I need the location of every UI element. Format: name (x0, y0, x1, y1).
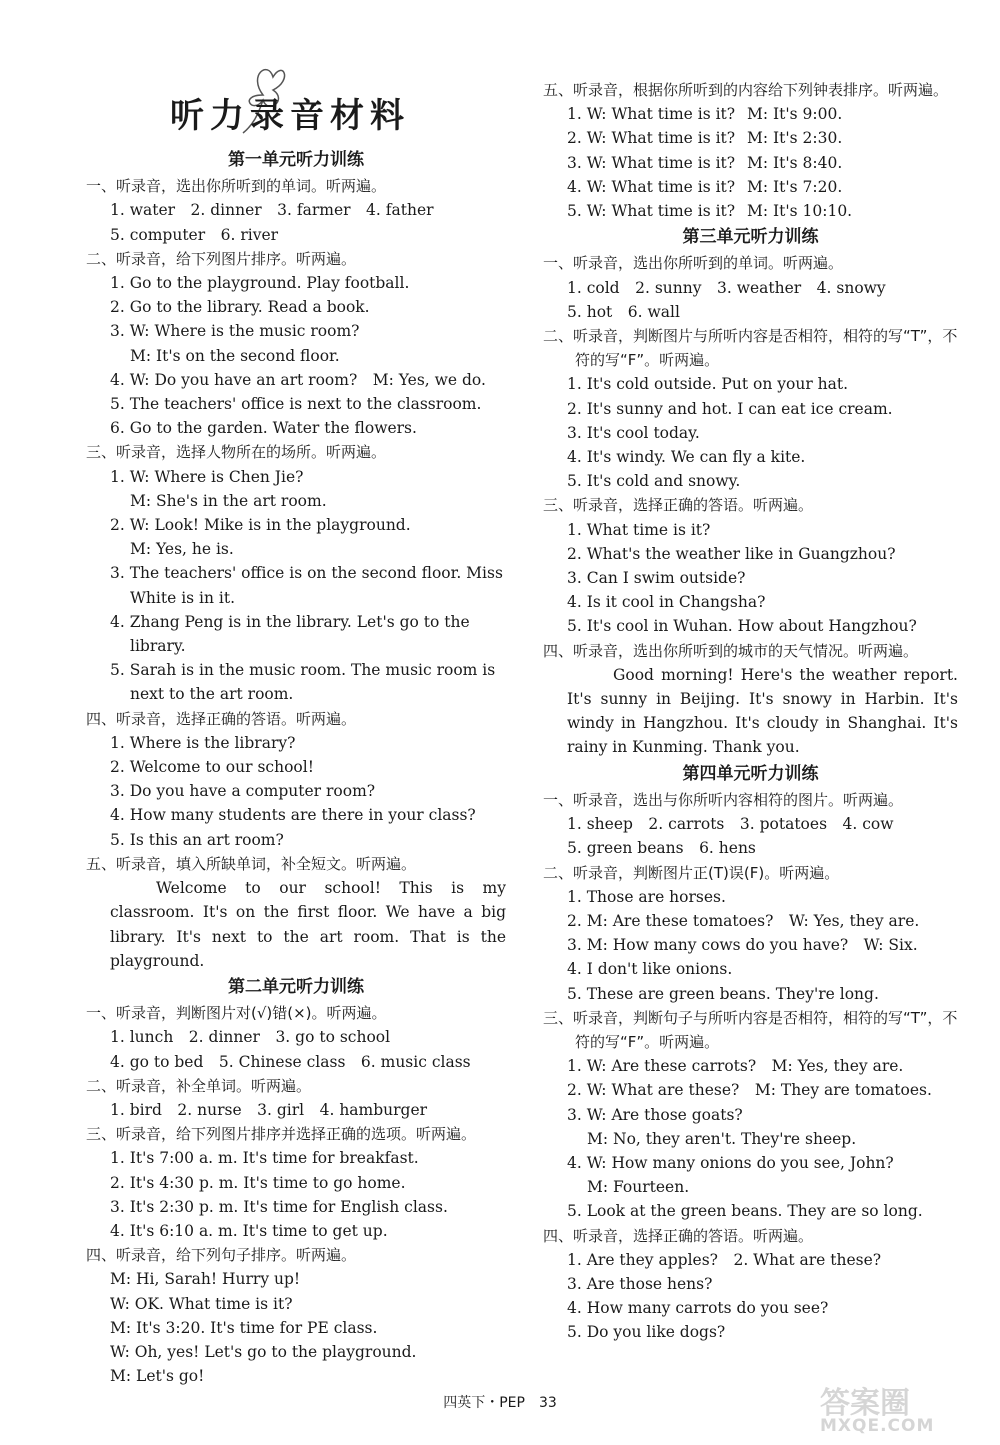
clock-question: 4. W: What time is it? (567, 177, 736, 196)
text-line: 5. green beans 6. hens (567, 839, 756, 858)
text-line: W: Oh, yes! Let's go to the playground. (110, 1342, 417, 1361)
text-line: 3. It's cool today. (567, 423, 700, 442)
text-line: 5. Look at the green beans. They are so long. (567, 1202, 923, 1221)
text-line: 3. W: Are those goats? (567, 1105, 743, 1124)
text-line: M: Yes, he is. (130, 540, 234, 559)
text-line: 5. These are green beans. They're long. (567, 984, 879, 1003)
text-line: 3. It's 2:30 p. m. It's time for English class. (110, 1197, 448, 1216)
page-footer: 四英下・PEP 33 (443, 1395, 557, 1411)
watermark-logo (820, 1378, 988, 1440)
text-line: 1. Are they apples? 2. What are these? (567, 1250, 882, 1269)
text-line: M: Let's go! (110, 1367, 205, 1386)
text-line: 4. W: Do you have an art room? M: Yes, we do. (110, 370, 486, 389)
right-column (543, 78, 958, 1345)
text-line: 4. It's windy. We can fly a kite. (567, 448, 806, 467)
clock-question: 2. W: What time is it? (567, 129, 736, 148)
text-line: 1. Go to the playground. Play football. (110, 274, 410, 293)
text-line: 5. Sarah is in the music room. The music room is next to the art room. (110, 661, 496, 704)
text-line: 3. Can I swim outside? (567, 569, 746, 588)
question-heading: 三、听录音，判断句子与所听内容是否相符，相符的写“T”，不符的写“F”。听两遍。 (543, 1008, 958, 1051)
text-line: 5. Do you like dogs? (567, 1323, 726, 1342)
question-heading: 一、听录音，判断图片对(√)错(×)。听两遍。 (86, 1004, 387, 1023)
left-column (86, 70, 506, 1388)
question-heading: 三、听录音，选择正确的答语。听两遍。 (543, 496, 814, 515)
question-heading: 二、听录音，判断图片与所听内容是否相符，相符的写“T”，不符的写“F”。听两遍。 (543, 327, 958, 370)
text-line: 4. How many carrots do you see? (567, 1299, 829, 1318)
question-heading: 五、听录音，根据你所听到的内容给下列钟表排序。听两遍。 (543, 81, 949, 99)
text-line: 1. It's cold outside. Put on your hat. (567, 375, 849, 394)
unit-4-title: 第四单元听力训练 (682, 763, 819, 784)
text-line: 4. Zhang Peng is in the library. Let's go to the library. (110, 612, 470, 656)
page-title: 听力录音材料 (170, 96, 410, 136)
text-line: 1. Where is the library? (110, 733, 296, 752)
text-line: 5. It's cool in Wuhan. How about Hangzhou? (567, 617, 917, 636)
text-line: 1. Those are horses. (567, 887, 726, 906)
text-line: 3. Are those hens? (567, 1274, 713, 1293)
clock-answer: M: It's 2:30. (747, 129, 843, 148)
clock-row (543, 126, 958, 150)
text-line: 1. W: Are these carrots? M: Yes, they are. (567, 1057, 904, 1076)
text-line: 5. Is this an art room? (110, 830, 284, 849)
clock-row (543, 199, 958, 223)
text-line: M: Fourteen. (587, 1178, 690, 1197)
question-heading: 三、听录音，给下列图片排序并选择正确的选项。听两遍。 (86, 1125, 477, 1144)
unit-1-title: 第一单元听力训练 (228, 150, 364, 170)
clock-question: 5. W: What time is it? (567, 202, 736, 221)
question-heading: 四、听录音，给下列句子排序。听两遍。 (86, 1246, 357, 1265)
question-heading: 二、听录音，给下列图片排序。听两遍。 (86, 249, 357, 268)
clock-answer: M: It's 8:40. (747, 153, 843, 172)
text-line: 3. The teachers' office is on the second floor. Miss White is in it. (110, 564, 503, 607)
text-line: 2. W: What are these? M: They are tomatoes. (567, 1081, 932, 1100)
question-heading: 五、听录音，填入所缺单词，补全短文。听两遍。 (86, 854, 417, 873)
text-line: 3. W: Where is the music room? (110, 322, 360, 341)
text-line: M: No, they aren't. They're sheep. (587, 1129, 857, 1148)
question-heading: 一、听录音，选出你所听到的单词。听两遍。 (86, 177, 387, 196)
question-heading: 三、听录音，选择人物所在的场所。听两遍。 (86, 443, 387, 462)
text-line: 4. go to bed 5. Chinese class 6. music class (110, 1052, 471, 1071)
watermark-main: 答案圈 (820, 1386, 910, 1421)
text-line: M: It's on the second floor. (130, 346, 340, 365)
unit-3-title: 第三单元听力训练 (682, 227, 819, 248)
text-line: 1. water 2. dinner 3. farmer 4. father (110, 201, 434, 220)
passage-text: Welcome to our school! This is my classroom. It's on the first floor. We have a big library. It's next to the art room. That is the playground. (110, 879, 506, 970)
clock-row (543, 175, 958, 199)
text-line: 4. How many students are there in your class? (110, 806, 476, 825)
question-heading: 四、听录音，选择正确的答语。听两遍。 (86, 709, 357, 728)
text-line: W: OK. What time is it? (110, 1294, 293, 1313)
text-line: M: She's in the art room. (130, 491, 327, 510)
text-line: 4. It's 6:10 a. m. It's time to get up. (110, 1221, 388, 1240)
text-line: 1. W: Where is Chen Jie? (110, 467, 304, 486)
text-line: 2. W: Look! Mike is in the playground. (110, 516, 411, 535)
text-line: 1. What time is it? (567, 520, 711, 539)
text-line: 5. The teachers' office is next to the classroom. (110, 395, 482, 414)
unit-2-title: 第二单元听力训练 (228, 976, 364, 997)
text-line: 4. W: How many onions do you see, John? (567, 1153, 894, 1172)
text-line: 3. Do you have a computer room? (110, 782, 376, 801)
text-line: 1. It's 7:00 a. m. It's time for breakfast. (110, 1149, 419, 1168)
text-line: 2. It's 4:30 p. m. It's time to go home. (110, 1173, 406, 1192)
text-line: 5. It's cold and snowy. (567, 472, 741, 491)
text-line: 1. bird 2. nurse 3. girl 4. hamburger (110, 1100, 428, 1119)
clock-question: 1. W: What time is it? (567, 105, 736, 124)
clock-answer: M: It's 10:10. (747, 202, 853, 221)
clock-row (543, 102, 958, 126)
text-line: 5. computer 6. river (110, 225, 279, 244)
question-heading: 二、听录音，判断图片正(T)误(F)。听两遍。 (543, 863, 840, 882)
text-line: 2. Go to the library. Read a book. (110, 298, 370, 317)
question-heading: 一、听录音，选出与你所听内容相符的图片。听两遍。 (543, 790, 904, 809)
text-line: M: Hi, Sarah! Hurry up! (110, 1270, 301, 1289)
clock-row (543, 151, 958, 175)
passage-text: Good morning! Here's the weather report. It's sunny in Beijing. It's snowy in Harbin. It's windy in Hangzhou. It's cloudy in Shanghai. It's rainy in Kunming. Thank you. (567, 665, 958, 757)
text-line: 2. What's the weather like in Guangzhou? (567, 544, 896, 563)
text-line: 2. Welcome to our school! (110, 758, 314, 777)
text-line: 3. M: How many cows do you have? W: Six. (567, 936, 918, 955)
text-line: M: It's 3:20. It's time for PE class. (110, 1318, 378, 1337)
text-line: 4. Is it cool in Changsha? (567, 593, 766, 612)
question-heading: 二、听录音，补全单词。听两遍。 (86, 1076, 312, 1095)
text-line: 1. lunch 2. dinner 3. go to school (110, 1028, 391, 1047)
text-line: 2. M: Are these tomatoes? W: Yes, they are. (567, 911, 920, 930)
text-line: 6. Go to the garden. Water the flowers. (110, 419, 417, 438)
watermark-sub: MXQE.COM (820, 1416, 935, 1436)
text-line: 5. hot 6. wall (567, 302, 680, 321)
clock-answer: M: It's 9:00. (747, 105, 843, 124)
text-line: 1. cold 2. sunny 3. weather 4. snowy (567, 278, 886, 297)
clock-answer: M: It's 7:20. (747, 177, 843, 196)
text-line: 2. It's sunny and hot. I can eat ice cream. (567, 399, 893, 418)
question-heading: 一、听录音，选出你所听到的单词。听两遍。 (543, 254, 844, 273)
text-line: 1. sheep 2. carrots 3. potatoes 4. cow (567, 815, 894, 834)
question-heading: 四、听录音，选出你所听到的城市的天气情况。听两遍。 (543, 641, 919, 660)
question-heading: 四、听录音，选择正确的答语。听两遍。 (543, 1226, 814, 1245)
clock-question: 3. W: What time is it? (567, 153, 736, 172)
text-line: 4. I don't like onions. (567, 960, 733, 979)
